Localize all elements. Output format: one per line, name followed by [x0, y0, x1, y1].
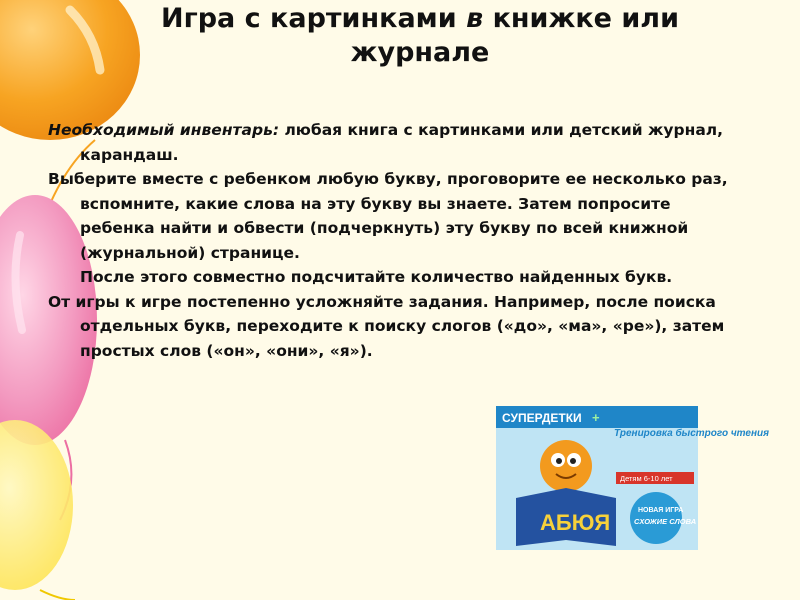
count-instruction — [48, 265, 748, 290]
progression-text: От игры к игре постепенно усложняйте задания. Например, после поиска отдельных букв, переходите к поиску слогов («до», «ма», «ре»), затем простых слов («он», «они», «я»). — [48, 292, 725, 360]
badge-main-text: СХОЖИЕ СЛОВА — [634, 517, 697, 526]
book-subtitle: Тренировка быстрого чтения — [614, 428, 770, 439]
book-cover-image — [496, 406, 770, 550]
inventory-text: любая книга с картинками или детский журнал, карандаш. — [80, 121, 724, 164]
character-head — [540, 440, 592, 492]
inventory-paragraph — [48, 118, 748, 167]
page-title — [90, 2, 750, 70]
title-part-1: Игра с картинками — [160, 3, 467, 34]
instructions-paragraph — [48, 167, 748, 265]
badge-top-text: НОВАЯ ИГРА — [638, 507, 684, 514]
yellow-balloon — [0, 420, 75, 600]
content-block — [48, 118, 748, 363]
instructions-text: Выберите вместе с ребенком любую букву, проговорите ее несколько раз, вспомните, какие слова на эту букву вы знаете. Затем попросите ребенка найти и обвести (подчеркнуть) эту букву по всей книжной (журнальной) странице. — [48, 170, 728, 262]
book-header-text: СУПЕРДЕТКИ — [502, 411, 582, 425]
count-text: После этого совместно подсчитайте количество найденных букв. — [80, 268, 673, 286]
title-part-2: в — [466, 3, 484, 34]
progression-paragraph — [48, 290, 748, 364]
book-age-text: Детям 6-10 лет — [620, 474, 673, 483]
title-part-3: книжке или журнале — [350, 3, 679, 68]
book-plus-sign: + — [592, 410, 600, 425]
book-letters: АБЮЯ — [540, 510, 611, 535]
inventory-label: Необходимый инвентарь: — [48, 121, 280, 139]
